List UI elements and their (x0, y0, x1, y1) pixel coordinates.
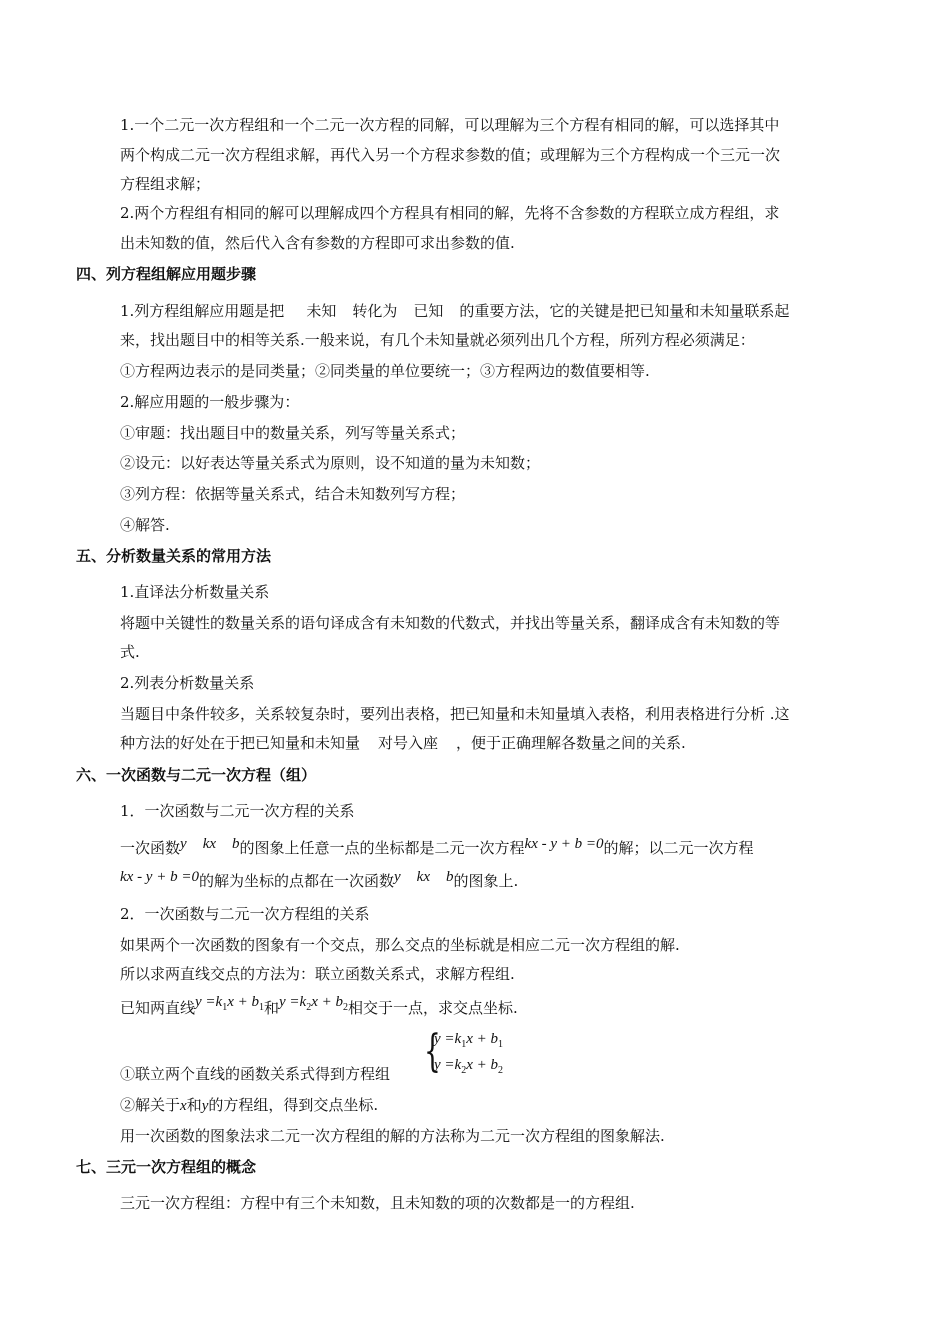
s5-l6a: 种方法的好处在于把已知量和未知量 (120, 734, 361, 752)
s4-l1d: 已知 (413, 302, 444, 320)
s6-l2c: 的解；以二元一次方程 (603, 839, 754, 857)
math-y-b: y kx b (393, 869, 454, 885)
math-line1: $y =k_1x + b_1$ (195, 994, 264, 1013)
var-y: y (201, 1098, 209, 1114)
s5-line2: 将题中关键性的数量关系的语句译成含有未知数的代数式，并找出等量关系，翻译成含有未知数的等 (120, 614, 781, 632)
s4-line1 (120, 301, 789, 321)
system-eq1: $y =k_1x + b_1$ (434, 1031, 503, 1050)
s6-line2 (120, 838, 754, 859)
s5-l6c: ，便于正确理解各数量之间的关系. (456, 734, 686, 752)
section4-heading: 四、列方程组解应用题步骤 (76, 265, 257, 283)
s6-l3a: 的解为坐标的点都在一次函数 (198, 872, 394, 890)
s6-l9a: ②解关于 (120, 1096, 181, 1114)
s6-line5: 如果两个一次函数的图象有一个交点，那么交点的坐标就是相应二元一次方程组的解. (120, 936, 680, 954)
s6-line8: ①联立两个直线的函数关系式得到方程组 (120, 1065, 391, 1083)
s4-line3: ①方程两边表示的是同类量；②同类量的单位要统一；③方程两边的数值要相等. (120, 362, 650, 380)
section7-heading: 七、三元一次方程组的概念 (76, 1158, 257, 1176)
s3-p2-line2: 出未知数的值，然后代入含有参数的方程即可求出参数的值. (120, 234, 515, 252)
s6-line9 (120, 1095, 378, 1116)
var-x: x (180, 1098, 187, 1114)
equation-system (424, 1028, 544, 1080)
brace-icon: { (424, 1026, 441, 1077)
s3-p1-line1: 1.一个二元一次方程组和一个二元一次方程的同解，可以理解为三个方程有相同的解，可以选择其中 (120, 116, 780, 134)
s4-line5: ①审题：找出题目中的数量关系，列写等量关系式； (120, 424, 466, 442)
s6-l2b: 的图象上任意一点的坐标都是二元一次方程 (239, 839, 525, 857)
s3-p1-line2: 两个构成二元一次方程组求解，再代入另一个方程求参数的值；或理解为三个方程构成一个三元一次 (120, 146, 781, 164)
s6-l7c: 相交于一点，求交点坐标. (347, 999, 518, 1017)
s4-l1e: 的重要方法，它的关键是把已知量和未知量联系起 (459, 302, 790, 320)
s4-line2: 来，找出题目中的相等关系.一般来说，有几个未知量就必须列出几个方程，所列方程必须满足： (120, 331, 755, 349)
s6-l9c: 的方程组，得到交点坐标. (208, 1096, 379, 1114)
s6-l7b: 和 (263, 999, 279, 1017)
section5-heading: 五、分析数量关系的常用方法 (76, 547, 272, 565)
s6-line3 (120, 871, 518, 892)
s5-line3: 式. (120, 643, 140, 661)
s4-l1c: 转化为 (352, 302, 398, 320)
math-y: y kx b (180, 836, 240, 852)
s4-l1b: 未知 (306, 302, 337, 320)
s6-line10: 用一次函数的图象法求二元一次方程组的解的方法称为二元一次方程组的图象解法. (120, 1127, 665, 1145)
s5-line5: 当题目中条件较多，关系较复杂时，要列出表格，把已知量和未知量填入表格，利用表格进行分析 .这 (120, 705, 790, 723)
s5-l6b: 对号入座 (378, 734, 439, 752)
s5-line6 (120, 733, 686, 753)
math-eq1: kx - y + b =0 (524, 836, 604, 852)
s6-l2a: 一次函数 (120, 839, 181, 857)
s3-p2-line1: 2.两个方程组有相同的解可以理解成四个方程具有相同的解，先将不含参数的方程联立成方程组，求 (120, 204, 780, 222)
s5-line1: 1.直译法分析数量关系 (120, 583, 270, 601)
s7-line1: 三元一次方程组：方程中有三个未知数，且未知数的项的次数都是一的方程组. (120, 1194, 635, 1212)
section6-heading: 六、一次函数与二元一次方程（组） (76, 766, 317, 784)
s6-l7a: 已知两直线 (120, 999, 196, 1017)
s4-line6: ②设元：以好表达等量关系式为原则，设不知道的量为未知数； (120, 454, 541, 472)
s5-line4: 2.列表分析数量关系 (120, 674, 255, 692)
s6-l9b: 和 (186, 1096, 202, 1114)
system-eq2: $y =k_2x + b_2$ (434, 1057, 503, 1076)
s6-line4: 2．一次函数与二元一次方程组的关系 (120, 905, 370, 923)
s4-line8: ④解答. (120, 516, 170, 534)
s6-line7 (120, 994, 518, 1025)
math-eq1-b: kx - y + b =0 (120, 869, 199, 885)
s6-l3b: 的图象上. (453, 872, 519, 890)
math-line2: $y =k_2x + b_2$ (279, 994, 348, 1013)
s4-line7: ③列方程：依据等量关系式，结合未知数列写方程； (120, 485, 466, 503)
s4-l1a: 1.列方程组解应用题是把 (120, 302, 285, 320)
s6-line6: 所以求两直线交点的方法为：联立函数关系式，求解方程组. (120, 965, 515, 983)
s3-p1-line3: 方程组求解； (120, 175, 211, 193)
s6-line1: 1．一次函数与二元一次方程的关系 (120, 802, 355, 820)
s4-line4: 2.解应用题的一般步骤为： (120, 393, 300, 411)
